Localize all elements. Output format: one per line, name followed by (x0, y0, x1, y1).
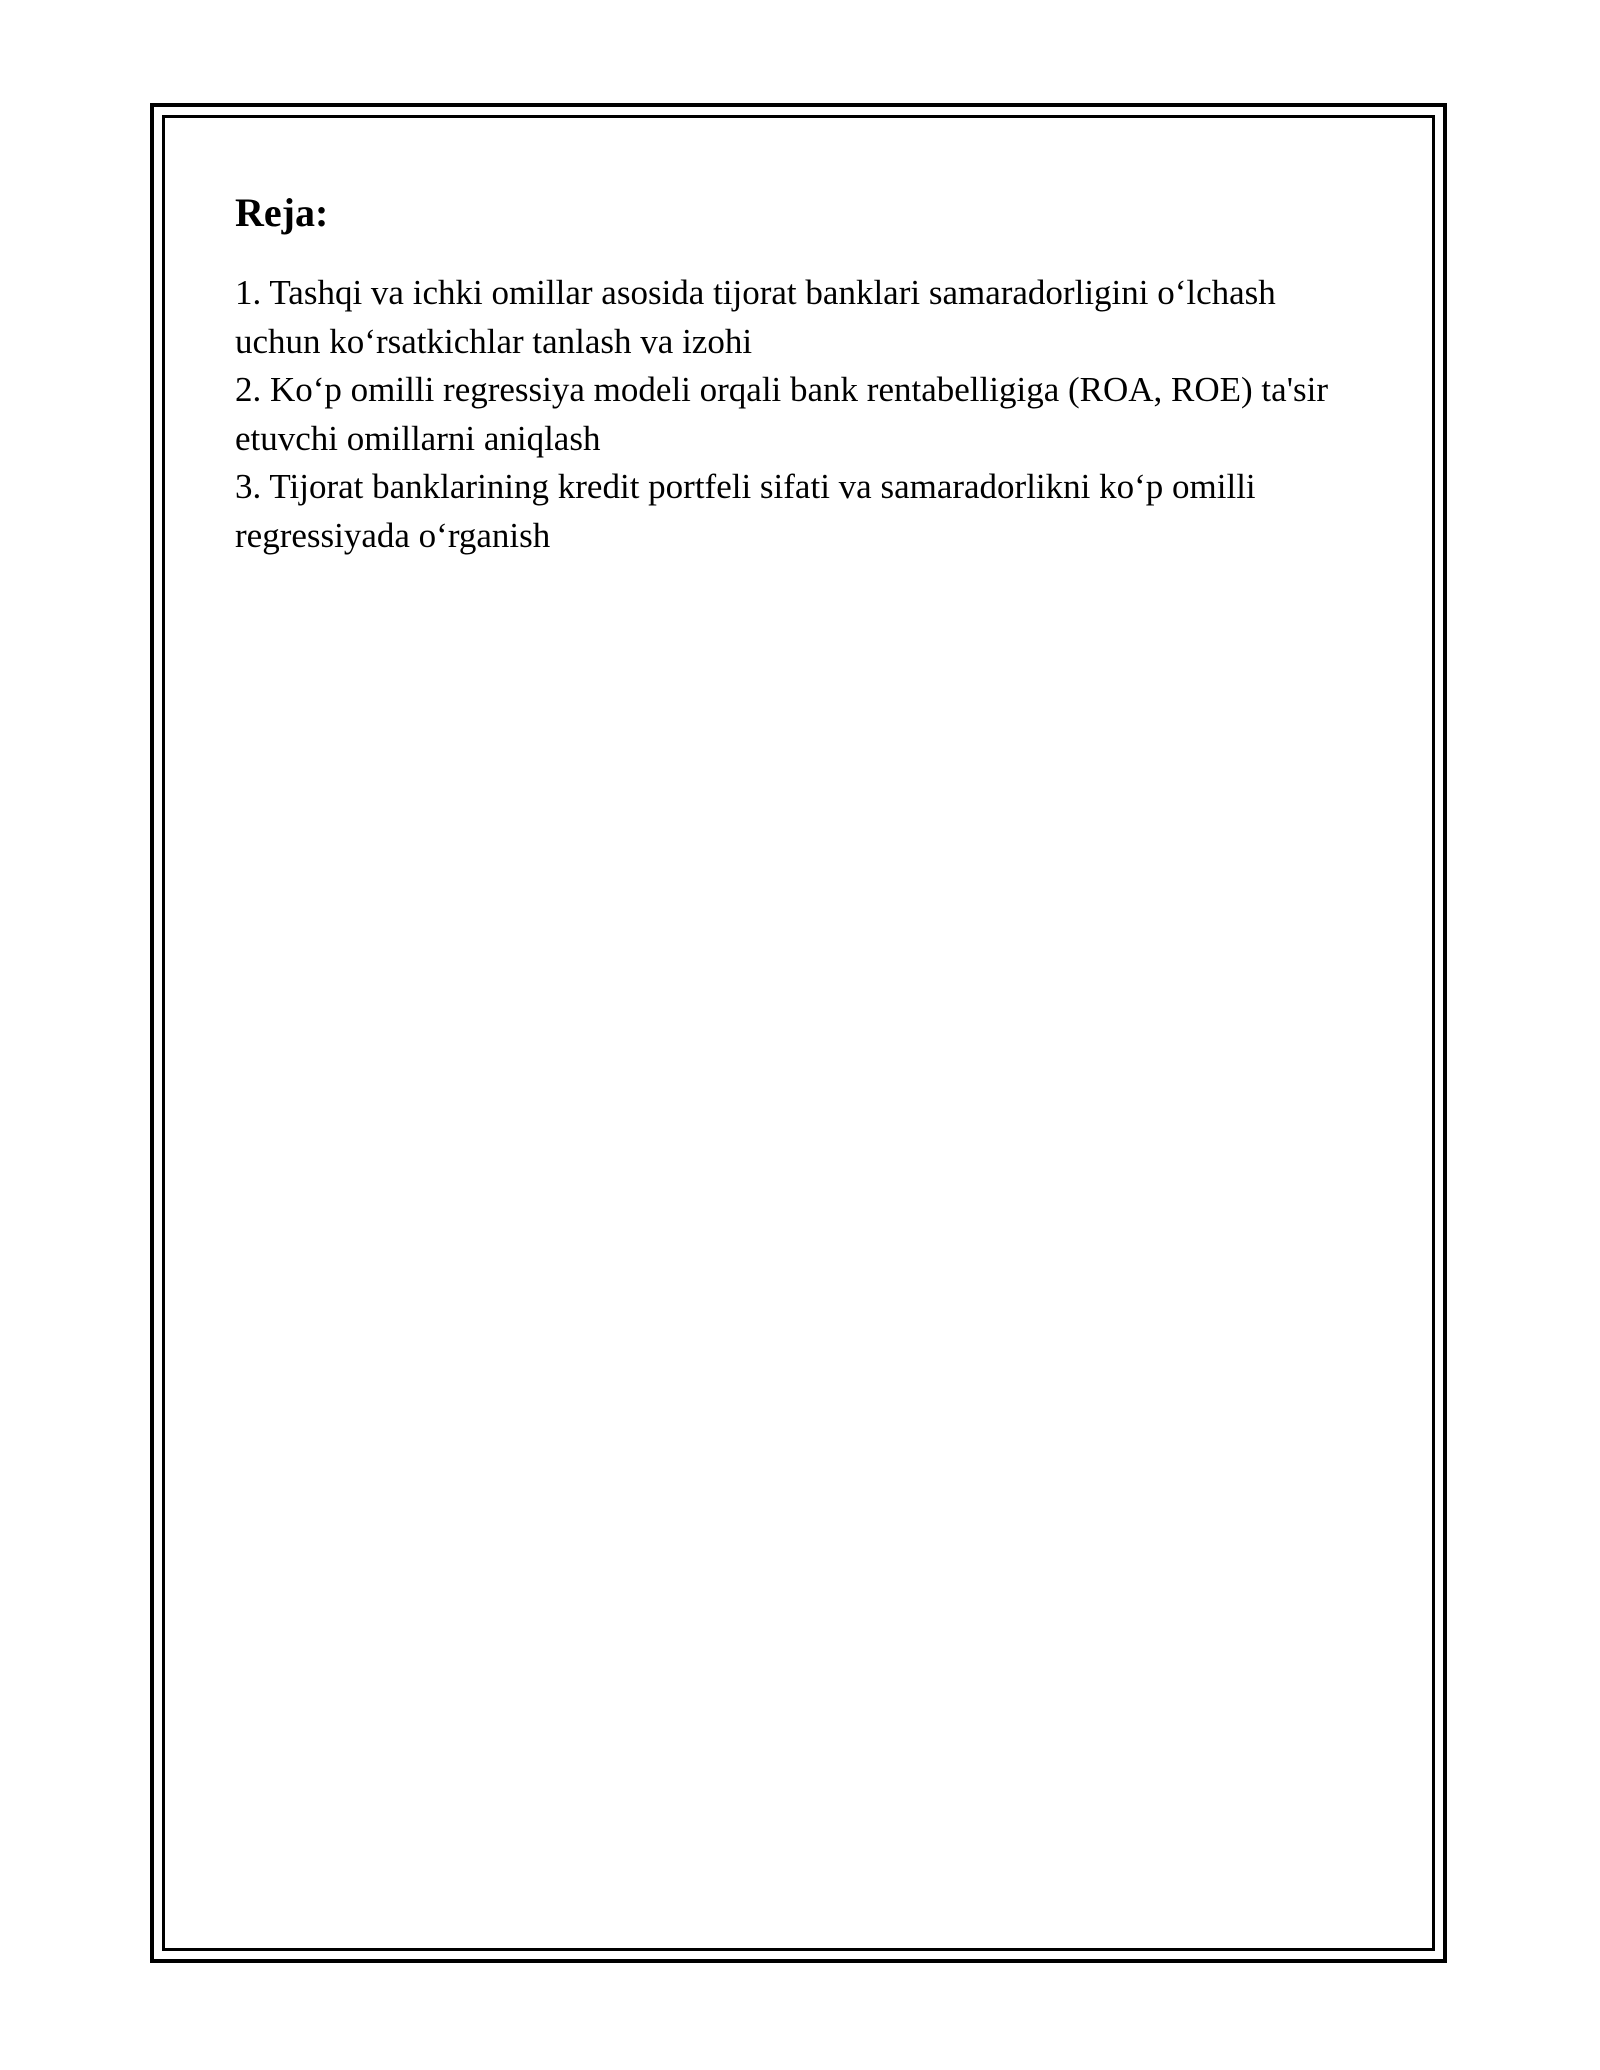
document-content (235, 185, 1365, 560)
plan-item-3: 3. Tijorat banklarining kredit portfeli sifati va samaradorlikni ko‘p omilli regressiyada o‘rganish (235, 467, 1256, 555)
plan-heading: Reja: (235, 190, 329, 235)
plan-item-2: 2. Ko‘p omilli regressiya modeli orqali bank rentabelligiga (ROA, ROE) ta'sir etuvchi omillarni aniqlash (235, 370, 1328, 458)
plan-item-1: 1. Tashqi va ichki omillar asosida tijorat banklari samaradorligini o‘lchash uchun ko‘rsatkichlar tanlash va izohi (235, 273, 1276, 361)
plan-list (235, 269, 1365, 560)
